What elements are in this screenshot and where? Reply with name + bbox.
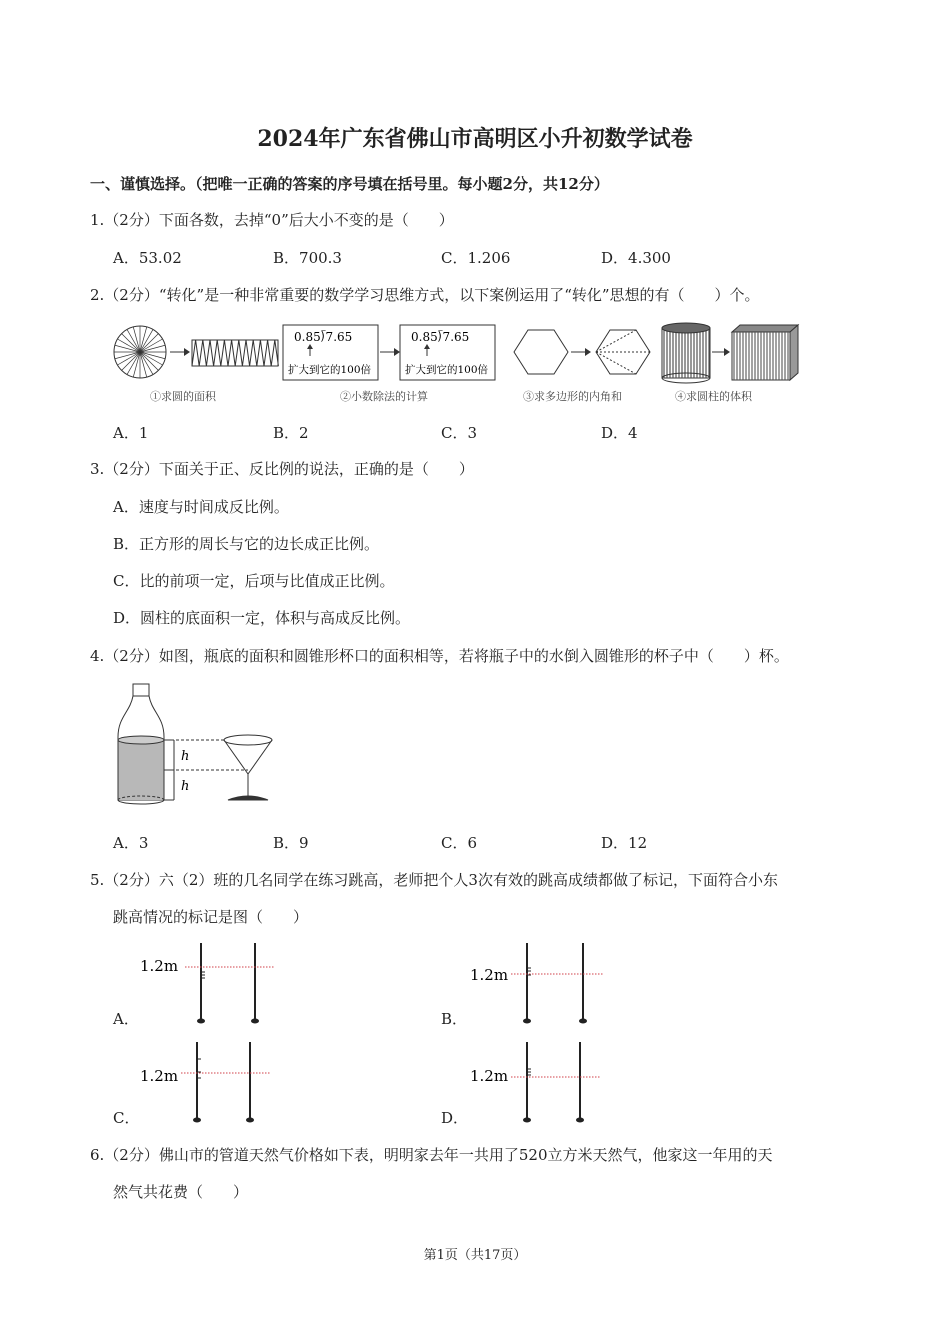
q4-option-b: B．9	[273, 834, 309, 852]
division-label-1: 扩大到它的100倍	[288, 364, 372, 376]
q5-option-b-letter: B．	[441, 1010, 468, 1028]
q1-option-d: D．4.300	[601, 249, 671, 267]
division-text-2: 0.85⟌7.65	[411, 330, 470, 344]
question-6-stem-line-1: 6.（2分）佛山市的管道天然气价格如下表，明明家去年一共用了520立方米天然气，他家这一年用的天	[90, 1146, 773, 1164]
q2-transformation-figure	[110, 318, 800, 390]
h-label-2: h	[181, 779, 190, 794]
hexagon-divided-illustration	[596, 330, 650, 374]
q5-option-c-figure	[135, 1037, 285, 1127]
q5-option-c-letter: C．	[113, 1109, 140, 1127]
q2-option-d: D．4	[601, 424, 638, 442]
question-1-stem: 1.（2分）下面各数，去掉“0”后大小不变的是（ ）	[90, 211, 454, 229]
question-2-stem: 2.（2分）“转化”是一种非常重要的数学学习思维方式，以下案例运用了“转化”思想的有（ ）个。	[90, 286, 760, 304]
question-5-stem-line-1: 5.（2分）六（2）班的几名同学在练习跳高，老师把个人3次有效的跳高成绩都做了标记，下面符合小东	[90, 871, 778, 889]
q2-caption-3: ③求多边形的内角和	[523, 390, 622, 403]
q3-option-b: B．正方形的周长与它的边长成正比例。	[113, 535, 380, 553]
division-label-2: 扩大到它的100倍	[405, 364, 489, 376]
q2-option-a: A．1	[113, 424, 149, 442]
q3-option-d: D．圆柱的底面积一定，体积与高成反比例。	[113, 609, 411, 627]
page-footer: 第1页（共17页）	[423, 1248, 527, 1263]
q1-option-a: A．53.02	[113, 249, 182, 267]
question-6-stem-line-2: 然气共花费（ ）	[113, 1183, 249, 1201]
height-label-d: 1.2m	[470, 1067, 509, 1085]
bottle-illustration	[118, 684, 164, 804]
q3-option-a: A．速度与时间成反比例。	[113, 498, 289, 516]
striped-cuboid-illustration	[732, 325, 798, 380]
height-markers	[164, 740, 248, 800]
q4-bottle-and-cone-figure	[108, 682, 278, 808]
q5-option-d-letter: D．	[441, 1109, 469, 1127]
question-3-stem: 3.（2分）下面关于正、反比例的说法，正确的是（ ）	[90, 460, 474, 478]
height-label-a: 1.2m	[140, 957, 179, 975]
striped-cylinder-illustration	[662, 323, 710, 383]
height-label-b: 1.2m	[470, 966, 509, 984]
circle-sectors-illustration	[114, 326, 166, 378]
q2-caption-4: ④求圆柱的体积	[675, 390, 752, 403]
q1-option-b: B．700.3	[273, 249, 342, 267]
q2-option-b: B．2	[273, 424, 309, 442]
q5-option-a-letter: A．	[113, 1010, 139, 1028]
height-label-c: 1.2m	[140, 1067, 179, 1085]
h-label-1: h	[181, 749, 190, 764]
q4-option-d: D．12	[601, 834, 648, 852]
q5-option-b-figure	[465, 938, 615, 1028]
q2-option-c: C．3	[441, 424, 478, 442]
q1-option-c: C．1.206	[441, 249, 511, 267]
q3-option-c: C．比的前项一定，后项与比值成正比例。	[113, 572, 395, 590]
division-text-1: 0.85⟌7.65	[294, 330, 353, 344]
q2-caption-2: ②小数除法的计算	[340, 390, 428, 403]
cone-glass-illustration	[224, 735, 272, 800]
question-5-stem-line-2: 跳高情况的标记是图（ ）	[113, 908, 309, 926]
q4-option-c: C．6	[441, 834, 478, 852]
zigzag-parallelogram-illustration	[192, 340, 278, 366]
question-4-stem: 4.（2分）如图，瓶底的面积和圆锥形杯口的面积相等，若将瓶子中的水倒入圆锥形的杯子中（ ）杯。	[90, 647, 789, 665]
page-title: 2024年广东省佛山市高明区小升初数学试卷	[257, 126, 693, 152]
q2-caption-1: ①求圆的面积	[150, 390, 216, 403]
division-box-2	[400, 325, 495, 380]
division-box-1	[283, 325, 378, 380]
hexagon-illustration	[514, 330, 568, 374]
q5-option-d-figure	[465, 1037, 615, 1127]
q5-option-a-figure	[135, 938, 285, 1028]
q4-option-a: A．3	[113, 834, 149, 852]
section-heading: 一、谨慎选择。（把唯一正确的答案的序号填在括号里。每小题2分，共12分）	[90, 175, 609, 193]
